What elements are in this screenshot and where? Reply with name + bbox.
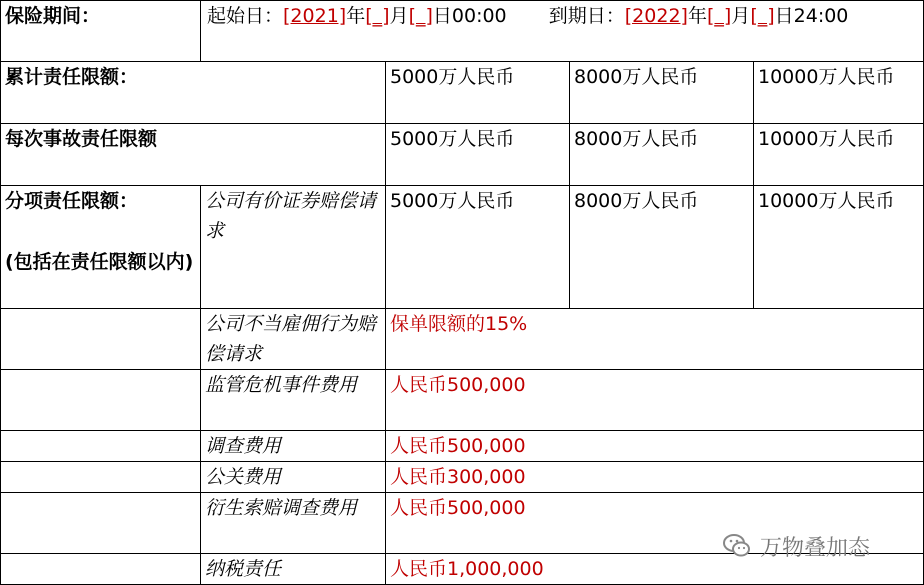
aggregate-option-1: 5000万人民币 [385,61,570,124]
start-label: 起始日： [207,5,284,27]
item-label-4: 公关费用 [200,461,386,493]
per-event-option-3: 10000万人民币 [753,123,924,186]
item-value-1: 保单限额的15% [385,308,924,370]
watermark-text: 万物叠加态 [760,535,871,561]
item-value-6: 人民币1,000,000 [385,553,924,585]
blank-left-cell-6 [0,553,201,585]
item-label-3: 调查费用 [200,430,386,462]
end-day: [_] [750,5,775,27]
end-label: 到期日： [548,5,625,27]
blank-left-cell-5 [0,492,201,554]
sublimits-label-cell [0,185,201,309]
securities-option-3: 10000万人民币 [753,185,924,309]
securities-label: 公司有价证券赔偿请求 [200,185,386,309]
sublimits-label: 分项责任限额： [5,190,139,212]
year-char-2: 年 [687,5,707,27]
start-day: [_] [408,5,433,27]
per-event-option-1: 5000万人民币 [385,123,570,186]
year-char-1: 年 [346,5,366,27]
securities-option-2: 8000万人民币 [569,185,754,309]
period-label: 保险期间： [0,0,201,62]
watermark [722,526,922,566]
month-char-1: 月 [389,5,409,27]
item-label-6: 纳税责任 [200,553,386,585]
item-value-3: 人民币500,000 [385,430,924,462]
blank-left-cell-2 [0,369,201,431]
start-year: [2021] [283,5,347,27]
item-label-2: 监管危机事件费用 [200,369,386,431]
aggregate-option-2: 8000万人民币 [569,61,754,124]
item-value-2: 人民币500,000 [385,369,924,431]
item-value-4: 人民币300,000 [385,461,924,493]
blank-left-cell-3 [0,430,201,462]
aggregate-label: 累计责任限额： [0,61,386,124]
start-time: 日00:00 [432,5,507,27]
securities-option-1: 5000万人民币 [385,185,570,309]
aggregate-option-3: 10000万人民币 [753,61,924,124]
wechat-icon [722,531,752,561]
blank-left-cell-1 [0,308,201,370]
per-event-label: 每次事故责任限额 [0,123,386,186]
month-char-2: 月 [731,5,751,27]
item-value-5: 人民币500,000 [385,492,924,554]
item-label-5: 衍生索赔调查费用 [200,492,386,554]
item-label-1: 公司不当雇佣行为赔偿请求 [200,308,386,370]
end-time: 日24:00 [774,5,849,27]
blank-left-cell-4 [0,461,201,493]
end-month: [_] [706,5,732,27]
end-year: [2022] [624,5,688,27]
sublimits-note: (包括在责任限额以内) [5,251,194,273]
per-event-option-2: 8000万人民币 [569,123,754,186]
period-dates [200,0,924,62]
start-month: [_] [365,5,390,27]
